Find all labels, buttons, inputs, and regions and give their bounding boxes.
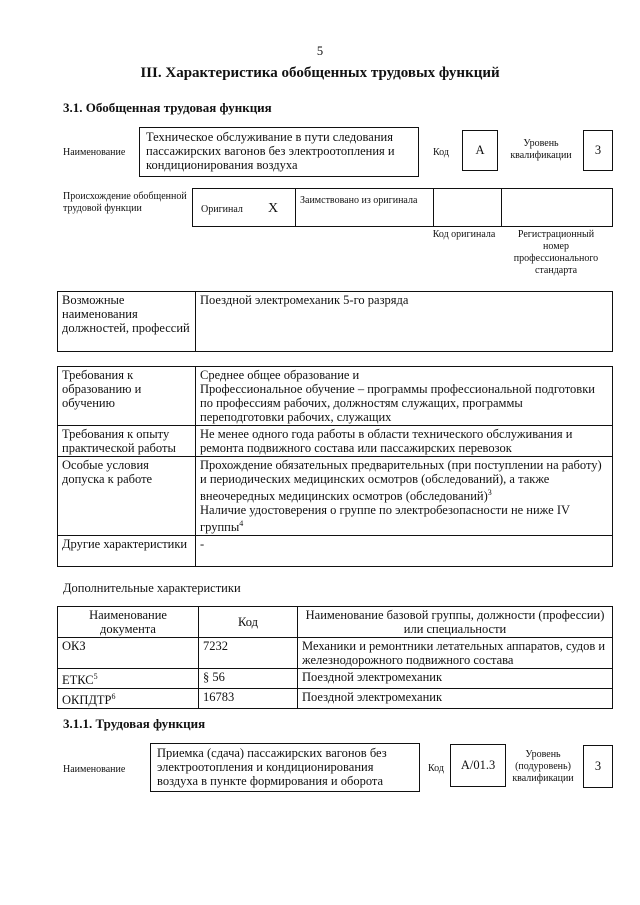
requirements-table (57, 366, 613, 567)
table-row (58, 638, 613, 669)
origin-original-mark: X (268, 201, 279, 216)
gtf-code-label: Код (433, 147, 449, 158)
gtf-heading: 3.1. Обобщенная трудовая функция (63, 100, 272, 115)
gtf-name-label: Наименование (63, 147, 126, 158)
origin-reg-caption: Регистрационный номер профессионального стандарта (513, 229, 599, 276)
page-number: 5 (316, 44, 324, 58)
tf-code-label: Код (428, 763, 444, 774)
table-row (58, 669, 613, 689)
additional-table (57, 606, 613, 709)
origin-divider-1 (295, 189, 296, 226)
tf-name-label: Наименование (63, 764, 126, 775)
row-name: Механики и ремонтники летательных аппаратов, судов и железнодорожного подвижного состава (298, 638, 613, 669)
footnote-4: 4 (239, 519, 244, 529)
row-name: Поездной электромеханик (298, 689, 613, 709)
positions-value: Поездной электромеханик 5-го разряда (196, 292, 613, 352)
origin-label: Происхождение обобщенной трудовой функции (63, 191, 187, 214)
req-special-value-2: Наличие удостоверения о группе по электробезопасности не ниже IV группы (200, 503, 570, 535)
tf-level-value: 3 (583, 745, 613, 788)
gtf-code-value: А (462, 130, 498, 171)
gtf-name-value: Техническое обслуживание в пути следования пассажирских вагонов без электроотопления и кондиционирования воздуха (139, 127, 419, 177)
additional-caption: Дополнительные характеристики (63, 581, 241, 595)
origin-table (192, 188, 613, 227)
additional-header-row (58, 607, 613, 638)
row-code: § 56 (199, 669, 298, 689)
tf-code-value: A/01.3 (450, 744, 506, 787)
positions-label: Возможные наименования должностей, профессий (58, 292, 196, 352)
origin-code-caption: Код оригинала (432, 229, 496, 240)
footnote-3: 3 (487, 488, 492, 497)
req-special-label: Особые условия допуска к работе (58, 457, 196, 536)
requirement-row (58, 367, 613, 426)
header-group-name: Наименование базовой группы, должности (профессии) или специальности (298, 607, 613, 638)
requirement-row (58, 536, 613, 567)
row-doc: ЕТКС (62, 673, 94, 688)
req-experience-value: Не менее одного года работы в области технического обслуживания и ремонта подвижного состава или пассажирских перевозок (196, 426, 613, 457)
gtf-level-value: 3 (583, 130, 613, 171)
section-title: III. Характеристика обобщенных трудовых функций (140, 65, 500, 81)
tf-name-value: Приемка (сдача) пассажирских вагонов без электроотопления и кондиционирования воздуха в пункте формирования и оборота (150, 743, 420, 792)
origin-original-label: Оригинал (201, 204, 243, 215)
req-special-cell (196, 457, 613, 536)
tf-heading: 3.1.1. Трудовая функция (63, 716, 206, 731)
req-other-value: - (196, 536, 613, 567)
footnote-6: 6 (111, 692, 116, 702)
row-doc: ОКПДТР (62, 693, 112, 708)
origin-divider-2 (433, 189, 434, 226)
origin-divider-3 (501, 189, 502, 226)
requirement-row (58, 426, 613, 457)
row-doc: ОКЗ (58, 638, 199, 669)
req-education-label: Требования к образованию и обучению (58, 367, 196, 426)
origin-borrowed-label: Заимствовано из оригинала (300, 195, 418, 206)
header-document: Наименование документа (58, 607, 199, 638)
table-row (58, 689, 613, 709)
row-name: Поездной электромеханик (298, 669, 613, 689)
req-other-label: Другие характеристики (58, 536, 196, 567)
row-code: 16783 (199, 689, 298, 709)
req-education-value: Среднее общее образование и Профессиональное обучение – программы профессиональной подготовки по профессиям рабочих, должностям служащих, программы переподготовки рабочих, служащих (196, 367, 613, 426)
req-special-value: Прохождение обязательных предварительных (при поступлении на работу) и периодических медицинских осмотров (обследований), а также внеочередных медицинских осмотров (обследований) (200, 458, 602, 504)
req-experience-label: Требования к опыту практической работы (58, 426, 196, 457)
requirement-row (58, 457, 613, 536)
tf-level-label: Уровень (подуровень) квалификации (512, 749, 574, 784)
header-code: Код (199, 607, 298, 638)
gtf-level-label: Уровень квалификации (510, 138, 572, 161)
row-code: 7232 (199, 638, 298, 669)
positions-table (57, 291, 613, 352)
footnote-5: 5 (93, 672, 98, 681)
